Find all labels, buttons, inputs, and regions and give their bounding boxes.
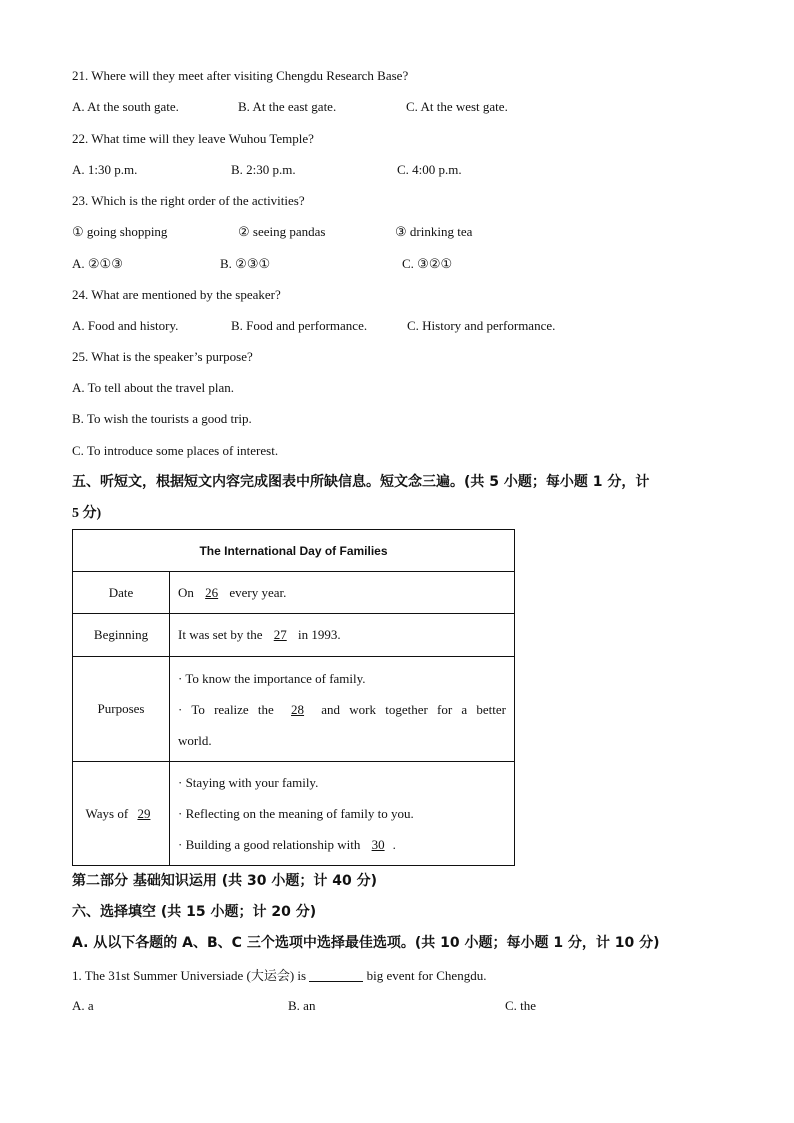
ways-label [73, 762, 170, 866]
way-3-post: . [392, 837, 396, 852]
question-1-option-b: B. an [288, 998, 316, 1013]
question-23-stem: 23. Which is the right order of the activities? [72, 193, 305, 208]
question-23-item-3: ③ drinking tea [395, 224, 473, 239]
question-24-stem: 24. What are mentioned by the speaker? [72, 287, 281, 302]
question-1-stem-post: big event for Chengdu. [366, 968, 487, 983]
way-3 [178, 829, 506, 860]
question-23-item-1: ① going shopping [72, 224, 168, 239]
question-21-option-c: C. At the west gate. [406, 99, 508, 114]
blank-30: 30 [371, 837, 385, 852]
date-post: every year. [229, 584, 287, 600]
purpose-2-pre: · To realize the [178, 701, 274, 717]
ways-cell [170, 762, 515, 866]
question-22-stem: 22. What time will they leave Wuhou Temple? [72, 131, 314, 146]
question-22-option-b: B. 2:30 p.m. [231, 162, 296, 177]
question-21-option-a: A. At the south gate. [72, 99, 179, 114]
section-5-heading-line-2: 5 分) [72, 506, 102, 521]
question-24-option-c: C. History and performance. [407, 318, 556, 333]
question-23-option-a: A. ②①③ [72, 256, 123, 271]
table-row-ways [73, 762, 515, 866]
question-21-stem: 21. Where will they meet after visiting Chengdu Research Base? [72, 68, 409, 83]
question-25-option-b: B. To wish the tourists a good trip. [72, 411, 252, 426]
beginning-cell [170, 614, 515, 657]
question-24-option-b: B. Food and performance. [231, 318, 368, 333]
question-1-stem [72, 967, 486, 984]
table-title [73, 530, 515, 572]
way-3-pre: · Building a good relationship with [178, 837, 361, 852]
question-1-option-a: A. a [72, 998, 94, 1013]
purposes-label: Purposes [73, 657, 170, 762]
part-2-heading: 第二部分 基础知识运用 (共 30 小题；计 40 分) [72, 873, 378, 889]
question-23-option-c: C. ③②① [402, 256, 453, 271]
section-5-heading-line-1: 五、听短文，根据短文内容完成图表中所缺信息。短文念三遍。(共 5 小题；每小题 1 分，计 [72, 474, 650, 490]
table-row-purposes [73, 657, 515, 762]
ways-label-pre: Ways of [85, 805, 129, 821]
table-title-row [73, 530, 515, 572]
date-pre: On [178, 584, 194, 600]
blank-27: 27 [273, 627, 287, 642]
date-label: Date [73, 572, 170, 614]
purpose-2-continued: world. [178, 732, 212, 748]
way-2: · Reflecting on the meaning of family to you. [178, 806, 414, 821]
purpose-2-post: and work together for a better [321, 701, 506, 717]
table-title-text: The International Day of Families [199, 543, 388, 558]
section-a-heading: A. 从以下各题的 A、B、C 三个选项中选择最佳选项。(共 10 小题；每小题 1 分，计 10 分) [72, 935, 660, 951]
date-cell [170, 572, 515, 614]
table-row-beginning [73, 614, 515, 657]
purpose-1: · To know the importance of family. [178, 670, 366, 686]
question-1-option-c: C. the [505, 998, 537, 1013]
blank-28: 28 [291, 701, 305, 717]
international-day-of-families-table [72, 529, 515, 866]
question-22-option-a: A. 1:30 p.m. [72, 162, 138, 177]
question-25-option-a: A. To tell about the travel plan. [72, 380, 235, 395]
question-23-item-2: ② seeing pandas [238, 224, 326, 239]
question-1-stem-pre: 1. The 31st Summer Universiade (大运会) is [72, 968, 307, 983]
question-21-option-b: B. At the east gate. [238, 99, 337, 114]
question-25-stem: 25. What is the speaker’s purpose? [72, 349, 253, 364]
blank-29: 29 [137, 805, 151, 821]
question-1-blank [309, 967, 363, 982]
question-24-option-a: A. Food and history. [72, 318, 179, 333]
beginning-label: Beginning [73, 614, 170, 657]
question-22-option-c: C. 4:00 p.m. [397, 162, 462, 177]
beginning-post: in 1993. [297, 627, 341, 642]
purpose-2 [178, 694, 506, 725]
question-23-option-b: B. ②③① [220, 256, 271, 271]
way-1: · Staying with your family. [178, 775, 319, 790]
question-25-option-c: C. To introduce some places of interest. [72, 443, 279, 458]
beginning-pre: It was set by the [178, 627, 263, 642]
blank-26: 26 [205, 584, 219, 600]
purposes-cell [170, 657, 515, 762]
section-6-heading: 六、选择填空 (共 15 小题；计 20 分) [72, 904, 317, 920]
table-row-date [73, 572, 515, 614]
